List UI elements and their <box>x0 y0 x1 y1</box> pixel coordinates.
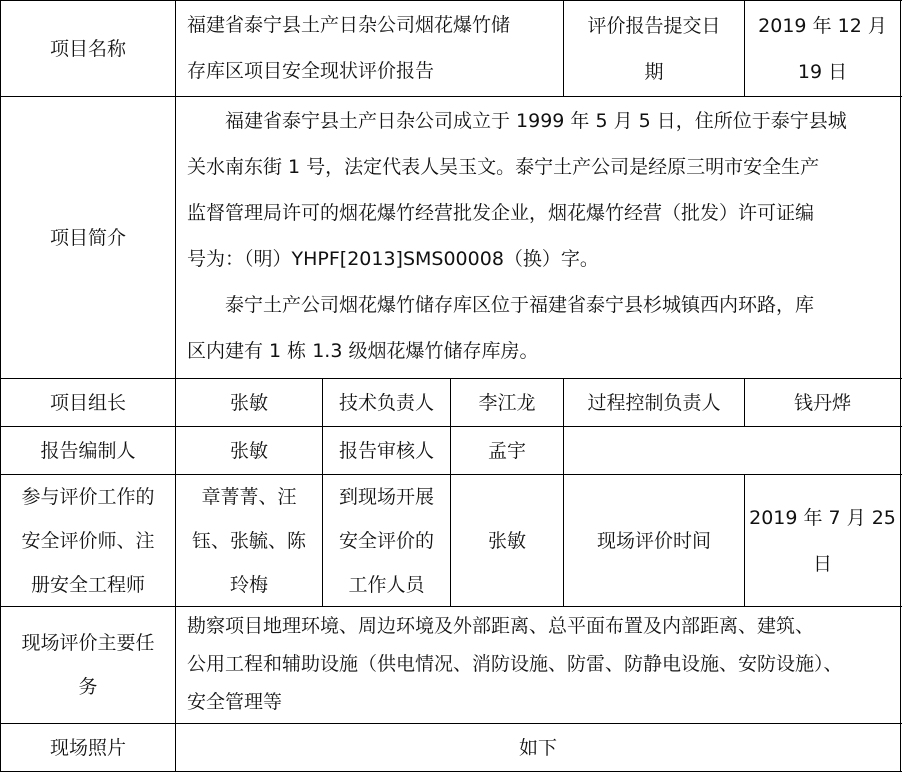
project-intro-text <box>187 98 891 374</box>
tech-lead-label: 技术负责人 <box>338 391 434 414</box>
project-name-line: 福建省泰宁县土产日杂公司烟花爆竹储 <box>187 14 511 36</box>
intro-line: 号为：（明）YHPF[2013]SMS00008（换）字。 <box>187 248 599 270</box>
photos-value: 如下 <box>518 736 557 759</box>
photos-label: 现场照片 <box>49 736 126 759</box>
project-intro-label: 项目简介 <box>49 226 126 249</box>
tasks-line: 公用工程和辅助设施（供电情况、消防设施、防雷、防静电设施、安防设施）、 <box>187 653 843 675</box>
tasks-text <box>187 607 843 721</box>
participants-names: 章菁菁、汪 钰、张毓、陈 玲梅 <box>191 485 306 596</box>
process-lead-value: 钱丹烨 <box>793 391 851 414</box>
intro-line: 福建省泰宁县土产日杂公司成立于 1999 年 5 月 5 日，住所位于泰宁县城 <box>225 110 847 132</box>
editor-value: 张敏 <box>229 439 268 462</box>
project-name-line: 存库区项目安全现状评价报告 <box>187 60 435 82</box>
tech-lead-value: 李江龙 <box>478 391 536 414</box>
onsite-time-value: 2019 年 7 月 25 日 <box>749 506 896 575</box>
tasks-line: 勘察项目地理环境、周边环境及外部距离、总平面布置及内部距离、建筑、 <box>187 615 815 637</box>
reviewer-value: 孟宇 <box>487 439 526 462</box>
process-lead-label: 过程控制负责人 <box>587 391 721 414</box>
intro-line: 泰宁土产公司烟花爆竹储存库区位于福建省泰宁县杉城镇西内环路，库 <box>225 294 815 316</box>
intro-line: 关水南东街 1 号，法定代表人吴玉文。泰宁土产公司是经原三明市安全生产 <box>187 156 820 178</box>
grid-line <box>0 771 902 772</box>
onsite-staff-value: 张敏 <box>487 529 526 552</box>
project-name-value <box>187 2 510 94</box>
onsite-staff-label: 到现场开展 安全评价的 工作人员 <box>338 485 434 596</box>
intro-line: 区内建有 1 栋 1.3 级烟花爆竹储存库房。 <box>187 340 539 362</box>
onsite-time-label: 现场评价时间 <box>596 529 711 552</box>
grid-line <box>900 0 901 772</box>
project-name-label: 项目名称 <box>49 37 126 60</box>
report-date-value: 2019 年 12 月 19 日 <box>758 14 887 83</box>
report-date-label: 评价报告提交日 期 <box>587 14 721 83</box>
reviewer-label: 报告审核人 <box>338 439 434 462</box>
tasks-line: 安全管理等 <box>187 691 283 713</box>
leader-value: 张敏 <box>229 391 268 414</box>
participants-label: 参与评价工作的 安全评价师、注 册安全工程师 <box>21 485 155 596</box>
leader-label: 项目组长 <box>49 391 126 414</box>
tasks-label: 现场评价主要任 务 <box>21 632 155 698</box>
editor-label: 报告编制人 <box>40 439 136 462</box>
intro-line: 监督管理局许可的烟花爆竹经营批发企业，烟花爆竹经营（批发）许可证编 <box>187 202 815 224</box>
